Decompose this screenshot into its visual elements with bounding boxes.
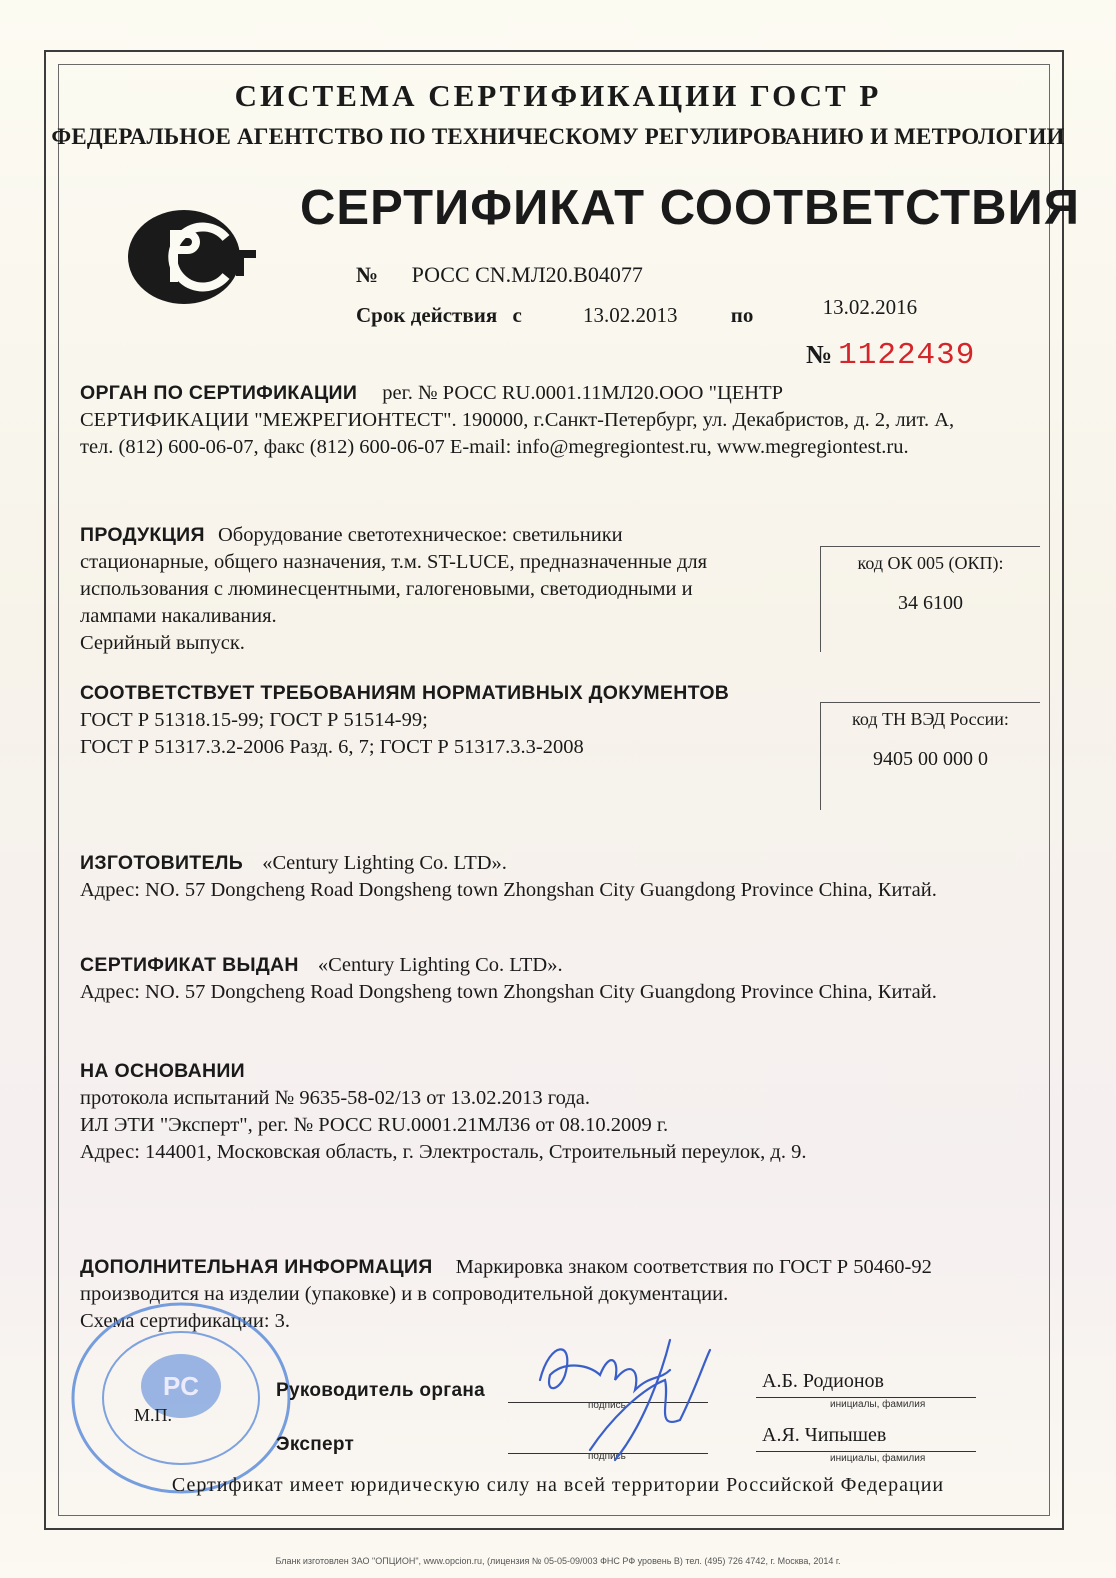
- manufacturer-address: Адрес: NO. 57 Dongcheng Road Dongsheng town Zhongshan City Guangdong Province China, Китай.: [80, 879, 937, 901]
- okp-code-label: код ОК 005 (ОКП):: [857, 553, 1004, 573]
- issued-to-name: «Century Lighting Co. LTD».: [317, 954, 563, 976]
- rst-logo-icon: [126, 208, 258, 311]
- issued-to-address: Адрес: NO. 57 Dongcheng Road Dongsheng town Zhongshan City Guangdong Province China, Китай.: [80, 981, 937, 1003]
- product-line4: лампами накаливания.: [80, 605, 277, 627]
- additional-line1: Маркировка знаком соответствия по ГОСТ Р 50460-92: [455, 1256, 932, 1278]
- validity-label: Срок действия: [356, 303, 498, 327]
- tnved-code-label: код ТН ВЭД России:: [852, 709, 1009, 729]
- product-line3: использования с люминесцентными, галогеновыми, светодиодными и: [80, 578, 693, 600]
- validity-line: [356, 295, 918, 328]
- head-label: Руководитель органа: [276, 1380, 485, 1401]
- legal-footer: Сертификат имеет юридическую силу на всей территории Российской Федерации: [171, 1474, 945, 1496]
- basis-line1: протокола испытаний № 9635-58-02/13 от 13.02.2013 года.: [80, 1087, 590, 1109]
- head-sig-caption: подпись: [588, 1400, 626, 1411]
- handwritten-signature: [520, 1320, 740, 1475]
- product-line2: стационарные, общего назначения, т.м. ST-LUCE, предназначенные для: [80, 551, 708, 573]
- certificate-number: РОСС CN.МЛ20.В04077: [411, 262, 643, 287]
- valid-to: 13.02.2016: [822, 295, 918, 319]
- basis-line2: ИЛ ЭТИ "Эксперт", рег. № РОСС RU.0001.21МЛ36 от 08.10.2009 г.: [80, 1114, 669, 1136]
- to-label: по: [730, 303, 754, 327]
- organ-line1: рег. № РОСС RU.0001.11МЛ20.ООО "ЦЕНТР: [382, 382, 784, 404]
- print-info: Бланк изготовлен ЗАО "ОПЦИОН", www.opcion.ru, (лицензия № 05-05-09/003 ФНС РФ уровень В) тел. (495) 726 4742, г. Москва, 2014 г.: [275, 1556, 841, 1566]
- additional-line2: производится на изделии (упаковке) и в сопроводительной документации.: [80, 1283, 729, 1305]
- stamp-label: М.П.: [134, 1405, 173, 1425]
- basis-section: [80, 1058, 1050, 1166]
- certificate-title: СЕРТИФИКАТ СООТВЕТСТВИЯ: [300, 181, 1080, 235]
- okp-code-value: 34 6100: [898, 592, 963, 614]
- product-heading: ПРОДУКЦИЯ: [80, 524, 205, 546]
- serial-value: 1122439: [838, 338, 976, 373]
- additional-line3: Схема сертификации: 3.: [80, 1310, 291, 1332]
- manufacturer-section: [80, 850, 1050, 904]
- tnved-code-value: 9405 00 000 0: [873, 748, 988, 770]
- agency-name: ФЕДЕРАЛЬНОЕ АГЕНТСТВО ПО ТЕХНИЧЕСКОМУ РЕГУЛИРОВАНИЮ И МЕТРОЛОГИИ: [51, 124, 1065, 149]
- organ-heading: ОРГАН ПО СЕРТИФИКАЦИИ: [80, 382, 358, 404]
- issued-to-section: [80, 952, 1050, 1006]
- from-label: с: [512, 303, 522, 327]
- tnved-code-box: [820, 702, 1040, 810]
- head-name: А.Б. Родионов: [762, 1370, 885, 1392]
- manufacturer-heading: ИЗГОТОВИТЕЛЬ: [80, 852, 244, 874]
- serial-label: №: [806, 340, 833, 369]
- svg-text:PC: PC: [162, 1371, 200, 1401]
- head-name-caption: инициалы, фамилия: [830, 1399, 926, 1410]
- expert-name: А.Я. Чипышев: [762, 1424, 887, 1446]
- seal-stamp-icon: [66, 1298, 296, 1503]
- manufacturer-name: «Century Lighting Co. LTD».: [262, 852, 507, 874]
- issued-to-heading: СЕРТИФИКАТ ВЫДАН: [80, 954, 299, 976]
- organ-line3: тел. (812) 600-06-07, факс (812) 600-06-07 E-mail: info@megregiontest.ru, www.megregiontest.ru.: [80, 436, 909, 458]
- conformity-line1: ГОСТ Р 51318.15-99; ГОСТ Р 51514-99;: [80, 709, 428, 731]
- expert-name-caption: инициалы, фамилия: [830, 1453, 926, 1464]
- valid-from: 13.02.2013: [583, 303, 678, 327]
- product-line1: Оборудование светотехническое: светильники: [217, 524, 623, 546]
- organ-line2: СЕРТИФИКАЦИИ "МЕЖРЕГИОНТЕСТ". 190000, г.Санкт-Петербург, ул. Декабристов, д. 2, лит. А,: [80, 409, 955, 431]
- product-section: [80, 522, 810, 657]
- system-title: СИСТЕМА СЕРТИФИКАЦИИ ГОСТ Р: [234, 78, 882, 113]
- additional-heading: ДОПОЛНИТЕЛЬНАЯ ИНФОРМАЦИЯ: [80, 1256, 433, 1278]
- expert-sig-caption: подпись: [588, 1451, 626, 1462]
- serial-number: [806, 338, 975, 373]
- basis-heading: НА ОСНОВАНИИ: [80, 1060, 245, 1082]
- okp-code-box: [820, 546, 1040, 652]
- basis-line3: Адрес: 144001, Московская область, г. Электросталь, Строительный переулок, д. 9.: [80, 1141, 807, 1163]
- number-label: №: [356, 262, 379, 287]
- conformity-line2: ГОСТ Р 51317.3.2-2006 Разд. 6, 7; ГОСТ Р 51317.3.3-2008: [80, 736, 584, 758]
- expert-label: Эксперт: [276, 1434, 355, 1455]
- certificate-number-line: [356, 262, 643, 288]
- organ-section: [80, 380, 1050, 461]
- conformity-heading: СООТВЕТСТВУЕТ ТРЕБОВАНИЯМ НОРМАТИВНЫХ ДОКУМЕНТОВ: [80, 682, 730, 704]
- product-line5: Серийный выпуск.: [80, 632, 245, 654]
- conformity-section: [80, 680, 820, 761]
